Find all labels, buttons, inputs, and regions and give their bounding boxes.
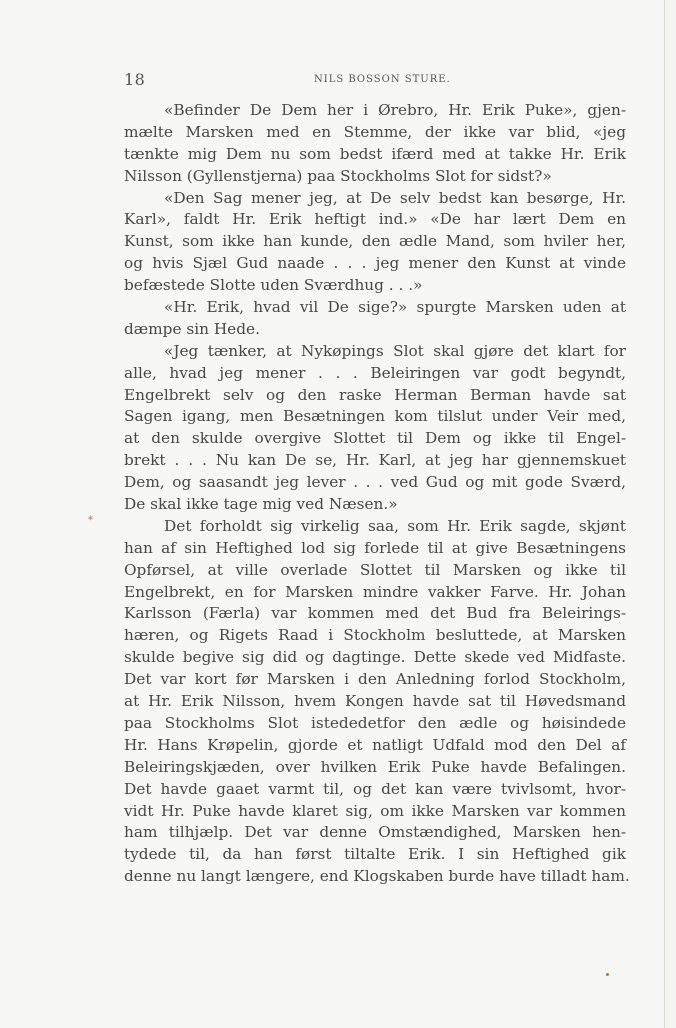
text-line: «Hr. Erik, hvad vil De sige?» spurgte Marsken uden at (164, 298, 626, 317)
text-line: denne nu langt længere, end Klogskaben burde have tilladt ham. (124, 867, 630, 886)
page-header (124, 70, 626, 90)
text-line: Engelbrekt selv og den raske Herman Berman havde sat (124, 385, 626, 404)
text-line: og hvis Sjæl Gud naade . . . jeg mener den Kunst at vinde (124, 254, 626, 273)
text-line: Hr. Hans Krøpelin, gjorde et natligt Udfald mod den Del af (124, 735, 626, 754)
text-line: «Jeg tænker, at Nykøpings Slot skal gjøre det klart for (164, 341, 626, 360)
text-line: Sagen igang, men Besætningen kom tilslut under Veir med, (124, 407, 626, 426)
text-line: skulde begive sig did og dagtinge. Dette skede ved Midfaste. (124, 648, 626, 667)
text-line: Nilsson (Gyllenstjerna) paa Stockholms Slot for sidst?» (124, 166, 552, 185)
text-line: tænkte mig Dem nu som bedst ifærd med at takke Hr. Erik (124, 144, 626, 163)
text-line: paa Stockholms Slot istededetfor den ædle og høisindede (124, 713, 626, 732)
text-line: Karlsson (Færla) var kommen med det Bud fra Beleirings- (124, 604, 626, 623)
text-line: at den skulde overgive Slottet til Dem og ikke til Engel- (124, 429, 626, 448)
text-line: Kunst, som ikke han kunde, den ædle Mand, som hviler her, (124, 232, 626, 251)
running-title: NILS BOSSON STURE. (314, 74, 451, 85)
text-line: alle, hvad jeg mener . . . Beleiringen var godt begyndt, (124, 363, 626, 382)
text-line: Beleiringskjæden, over hvilken Erik Puke havde Befalingen. (124, 757, 626, 776)
text-line: Engelbrekt, en for Marsken mindre vakker Farve. Hr. Johan (124, 582, 626, 601)
margin-mark: * (88, 515, 93, 526)
text-line: ham tilhjælp. Det var denne Omstændighed, Marsken hen- (124, 823, 626, 842)
text-line: Dem, og saasandt jeg lever . . . ved Gud og mit gode Sværd, (124, 473, 626, 492)
text-line: Det forholdt sig virkelig saa, som Hr. Erik sagde, skjønt (164, 516, 626, 535)
text-line: hæren, og Rigets Raad i Stockholm besluttede, at Marsken (124, 626, 626, 645)
text-line: vidt Hr. Puke havde klaret sig, om ikke Marsken var kommen (124, 801, 626, 820)
text-line: «Befinder De Dem her i Ørebro, Hr. Erik Puke», gjen- (164, 101, 626, 119)
text-line: Det var kort før Marsken i den Anledning forlod Stockholm, (124, 670, 626, 689)
text-line: brekt . . . Nu kan De se, Hr. Karl, at jeg har gjennemskuet (124, 451, 626, 470)
text-line: mælte Marsken med en Stemme, der ikke var blid, «jeg (124, 122, 626, 141)
text-line: dæmpe sin Hede. (124, 319, 260, 338)
text-line: befæstede Slotte uden Sværdhug . . .» (124, 276, 423, 295)
text-line: han af sin Heftighed lod sig forlede til at give Besætningens (124, 538, 626, 557)
page-number: 18 (124, 70, 146, 89)
text-line: De skal ikke tage mig ved Næsen.» (124, 495, 398, 514)
text-line: Karl», faldt Hr. Erik heftigt ind.» «De har lært Dem en (124, 210, 626, 229)
ink-speck (606, 973, 609, 976)
text-line: Opførsel, at ville overlade Slottet til Marsken og ikke til (124, 560, 626, 579)
text-line: Det havde gaaet varmt til, og det kan være tvivlsomt, hvor- (124, 779, 626, 798)
body-text (124, 100, 630, 888)
text-line: tydede til, da han først tiltalte Erik. I sin Heftighed gik (124, 845, 626, 864)
text-line: at Hr. Erik Nilsson, hvem Kongen havde sat til Høvedsmand (124, 692, 626, 711)
text-line: «Den Sag mener jeg, at De selv bedst kan besørge, Hr. (164, 188, 626, 207)
